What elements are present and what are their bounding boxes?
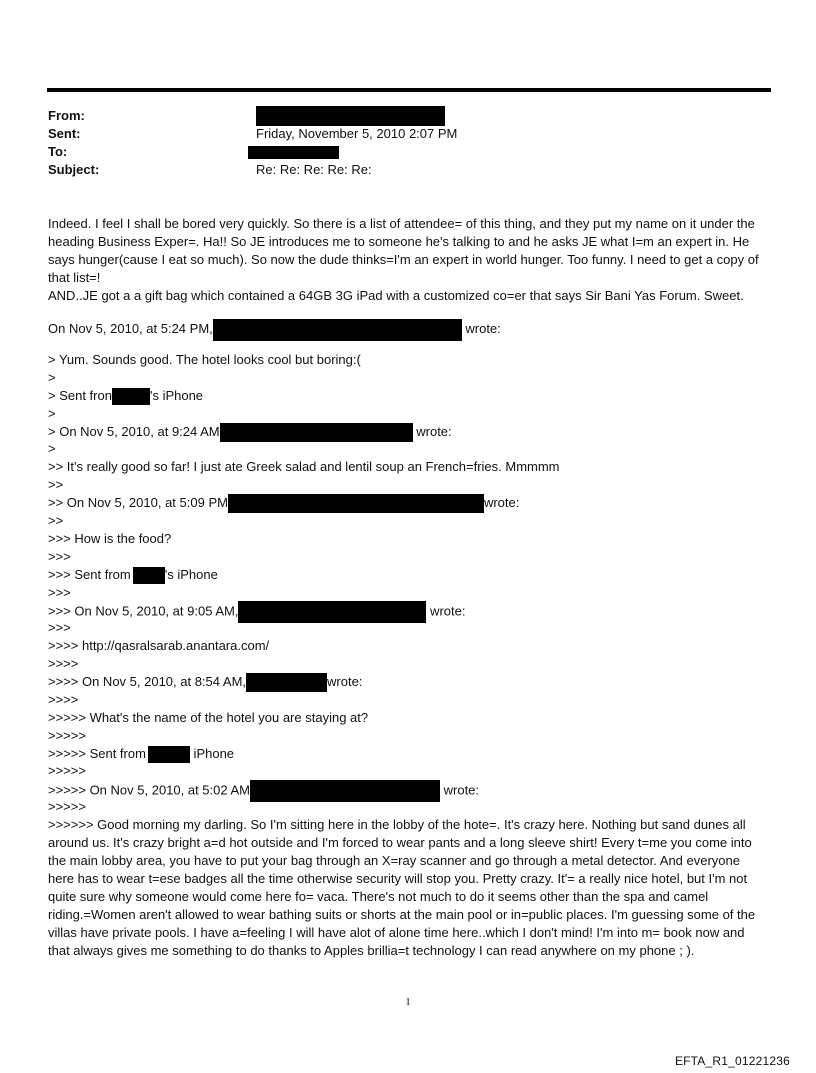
sent-value: Friday, November 5, 2010 2:07 PM: [256, 126, 458, 141]
redaction-box: [112, 388, 150, 405]
quoted-line: >: [48, 441, 56, 457]
quoted-line: >> It's really good so far! I just ate Greek salad and lentil soup an French=fries. Mmmmm: [48, 459, 560, 475]
quoted-paragraph: >>>>>> Good morning my darling. So I'm sitting here in the lobby of the hote=. It's crazy here. Nothing but sand dunes all around us. It's crazy bright a=d hot outside and I'm forced to wear pants and a long sleeve shirt! Every t=me you come into the main lobby area, you have to put your bag through an X=ray scanner and go through a metal detector. And everyone here has to wear t=ese badges all the time otherwise security will stop you. Pretty crazy. It'= a really nice hotel, but I'm not quite sure why someone would come here fo= vaca. There's not much to do it seems other than the spa and camel riding.=Women aren't allowed to wear bathing suits or shorts at the main pool or in=public places. I'm guessing some of the villas have private pools. I have a=feeling I will have alot of alone time here..which I don't mind! I'm into m= book now and that always gives me something to do thanks to Apples brillia=t technology I can read anywhere on my phone ; ).: [48, 817, 756, 959]
quoted-line: >>> On Nov 5, 2010, at 9:05 AM, wrote:: [48, 601, 768, 619]
page-number: 1: [405, 996, 411, 1008]
redaction-box: [228, 494, 484, 513]
from-row: [48, 107, 748, 125]
quoted-line: > Sent fron 's iPhone: [48, 387, 768, 405]
to-label: To:: [48, 144, 68, 159]
quoted-line: >>: [48, 513, 64, 529]
quote-intro: On Nov 5, 2010, at 5:24 PM, wrote:: [48, 317, 768, 341]
subject-row: [48, 161, 748, 179]
quoted-line: >>>>>: [48, 799, 86, 815]
quoted-line: >>>>> Sent from iPhone: [48, 745, 768, 763]
subject-value: Re: Re: Re: Re: Re:: [256, 162, 372, 177]
message-paragraph: AND..JE got a a gift bag which contained a 64GB 3G iPad with a customized co=er that says Sir Bani Yas Forum. Sweet.: [48, 288, 744, 303]
quoted-line: >>>> http://qasralsarab.anantara.com/: [48, 638, 270, 654]
from-value: [256, 107, 445, 126]
sent-row: [48, 125, 748, 143]
quoted-line: >>> Sent from 's iPhone: [48, 566, 768, 584]
redaction-box: [256, 106, 445, 126]
sent-label: Sent:: [48, 126, 81, 141]
to-row: [48, 143, 748, 161]
quoted-line: >>: [48, 477, 64, 493]
from-label: From:: [48, 108, 85, 123]
email-header: [48, 107, 748, 179]
quoted-line: >>>> On Nov 5, 2010, at 8:54 AM, wrote:: [48, 673, 768, 691]
redaction-box: [238, 601, 426, 623]
redaction-box: [220, 423, 413, 442]
header-divider: [47, 88, 771, 92]
quoted-line: >>>>> On Nov 5, 2010, at 5:02 AM wrote:: [48, 780, 768, 798]
quoted-line: >> On Nov 5, 2010, at 5:09 PM wrote:: [48, 494, 768, 512]
quoted-line: >>>>: [48, 691, 79, 707]
message-paragraph: Indeed. I feel I shall be bored very quickly. So there is a list of attendee= of this thing, and they put my name on it under the heading Business Exper=. Ha!! So JE introduces me to someone he's talking to and he asks JE what I=m an expert in. He says hunger(cause I eat so much). So now the dude thinks=I'm an expert in world hunger. Too funny. I need to get a copy of that list=!: [48, 216, 759, 285]
quoted-line: >>>: [48, 620, 71, 636]
quoted-line: >>>: [48, 584, 71, 600]
email-body: [48, 215, 768, 960]
redaction-box: [250, 780, 440, 802]
subject-label: Subject:: [48, 162, 100, 177]
redaction-box: [148, 746, 190, 763]
to-value: [256, 143, 339, 161]
bates-number: EFTA_R1_01221236: [674, 1054, 790, 1068]
quoted-line: > On Nov 5, 2010, at 9:24 AM wrote:: [48, 423, 768, 441]
redaction-box: [248, 146, 339, 159]
quoted-line: >: [48, 405, 56, 421]
redaction-box: [133, 567, 165, 584]
quoted-line: > Yum. Sounds good. The hotel looks cool but boring:(: [48, 352, 361, 367]
redaction-box: [246, 673, 327, 692]
quoted-line: >: [48, 369, 56, 385]
quoted-line: >>> How is the food?: [48, 530, 172, 546]
quoted-line: >>>>> What's the name of the hotel you are staying at?: [48, 709, 369, 725]
redaction-box: [213, 319, 462, 341]
quoted-line: >>>>>: [48, 727, 86, 743]
quoted-line: >>>>: [48, 656, 79, 672]
quoted-line: >>>>>: [48, 763, 86, 779]
quoted-line: >>>: [48, 548, 71, 564]
